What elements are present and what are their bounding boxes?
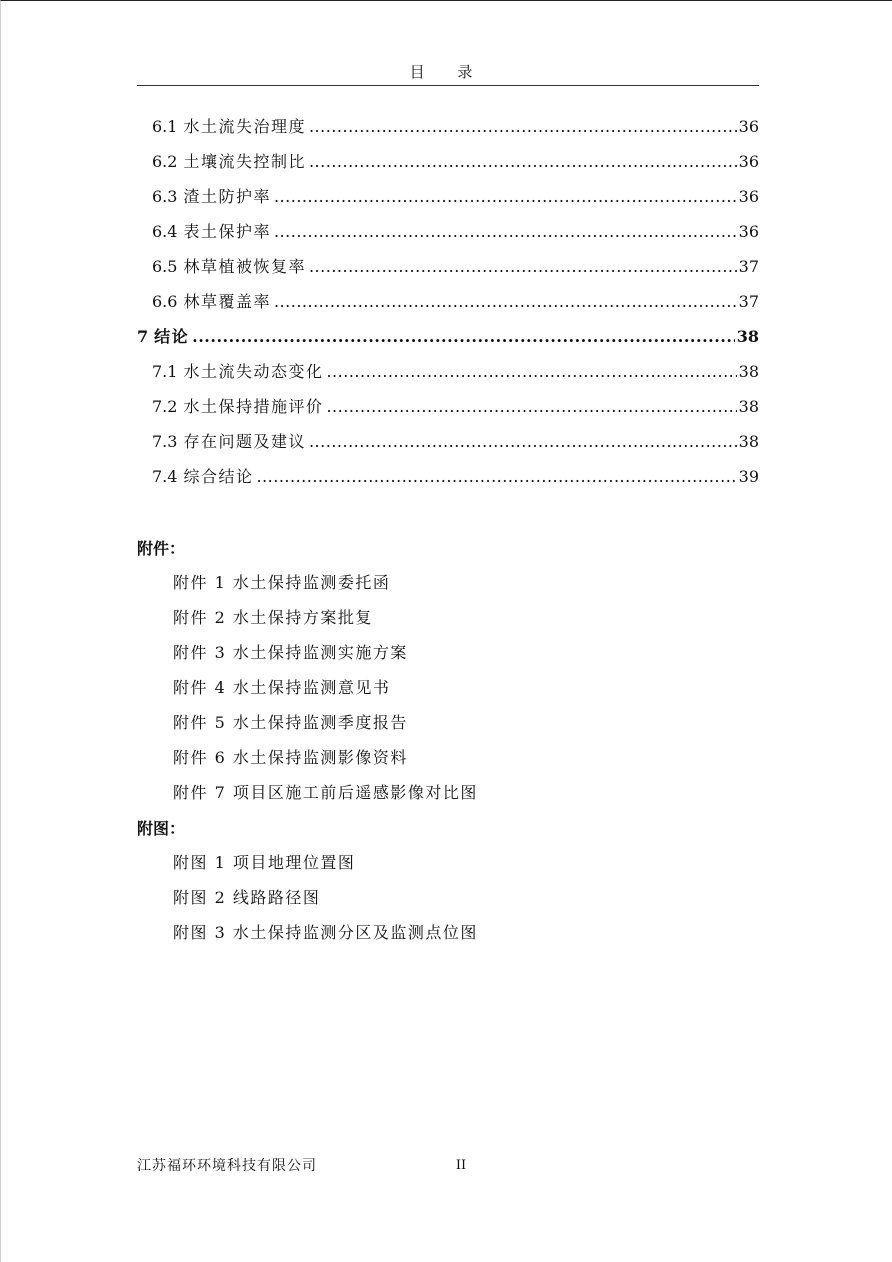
toc-entry-number: 6.5 [152,257,178,276]
toc-entry-title: 渣土防护率 [183,187,271,206]
toc-dot-leader [192,319,735,354]
toc-entry-number: 7.3 [152,432,178,451]
table-of-contents [137,109,759,494]
attachment-item: 附件 4 水土保持监测意见书 [173,678,391,697]
toc-entry[interactable] [137,319,759,354]
toc-entry-page: 36 [738,117,759,136]
toc-dot-leader [274,214,737,249]
toc-entry-title: 水土流失动态变化 [183,362,324,381]
toc-entry-number: 6.4 [152,222,178,241]
toc-dot-leader [274,179,737,214]
toc-entry-number: 6.1 [152,117,178,136]
footer-company: 江苏福环环境科技有限公司 [137,1158,317,1174]
attachments-list [173,565,733,810]
toc-entry-number: 7 [137,327,149,346]
figures-list [173,845,733,950]
toc-entry[interactable] [137,144,759,179]
toc-entry-page: 37 [738,292,759,311]
toc-entry[interactable] [137,214,759,249]
toc-entry[interactable] [137,389,759,424]
toc-entry-page: 38 [738,397,759,416]
toc-entry-title: 水土保持措施评价 [183,397,324,416]
toc-entry-page: 36 [738,222,759,241]
toc-dot-leader [274,284,737,319]
attachments-heading: 附件： [137,539,186,558]
attachment-item: 附件 7 项目区施工前后遥感影像对比图 [173,783,478,802]
toc-entry-page: 36 [738,187,759,206]
toc-entry[interactable] [137,459,759,494]
footer-page-number: II [455,1158,467,1173]
toc-entry-page: 37 [738,257,759,276]
toc-entry[interactable] [137,109,759,144]
figure-item: 附图 1 项目地理位置图 [173,853,356,872]
toc-entry-title: 土壤流失控制比 [183,152,306,171]
toc-entry-number: 6.3 [152,187,178,206]
toc-entry[interactable] [137,179,759,214]
attachment-item: 附件 5 水土保持监测季度报告 [173,713,408,732]
toc-entry-title: 林草覆盖率 [183,292,271,311]
figures-heading: 附图： [137,819,186,838]
figure-item: 附图 3 水土保持监测分区及监测点位图 [173,923,478,942]
toc-entry-number: 7.1 [152,362,178,381]
toc-entry-page: 39 [738,467,759,486]
toc-entry[interactable] [137,249,759,284]
toc-entry-page: 38 [738,362,759,381]
toc-dot-leader [309,249,737,284]
toc-entry-title: 存在问题及建议 [183,432,306,451]
toc-dot-leader [326,389,736,424]
toc-entry-title: 林草植被恢复率 [183,257,306,276]
toc-entry-title: 综合结论 [183,467,254,486]
toc-entry-number: 6.2 [152,152,178,171]
attachment-item: 附件 6 水土保持监测影像资料 [173,748,408,767]
toc-entry-title: 结论 [154,327,190,346]
toc-dot-leader [309,144,737,179]
toc-entry-page: 38 [738,432,759,451]
toc-entry-number: 6.6 [152,292,178,311]
toc-entry-number: 7.4 [152,467,178,486]
toc-entry[interactable] [137,424,759,459]
toc-entry-page: 38 [736,327,759,346]
toc-entry-page: 36 [738,152,759,171]
figure-item: 附图 2 线路路径图 [173,888,321,907]
toc-entry[interactable] [137,284,759,319]
toc-dot-leader [256,459,736,494]
toc-dot-leader [309,109,737,144]
toc-entry-title: 水土流失治理度 [183,117,306,136]
toc-dot-leader [309,424,737,459]
toc-entry[interactable] [137,354,759,389]
page-header: 目 录 [137,61,759,86]
attachment-item: 附件 1 水土保持监测委托函 [173,573,391,592]
toc-dot-leader [326,354,736,389]
toc-entry-number: 7.2 [152,397,178,416]
toc-entry-title: 表土保护率 [183,222,271,241]
attachment-item: 附件 3 水土保持监测实施方案 [173,643,408,662]
attachment-item: 附件 2 水土保持方案批复 [173,608,373,627]
